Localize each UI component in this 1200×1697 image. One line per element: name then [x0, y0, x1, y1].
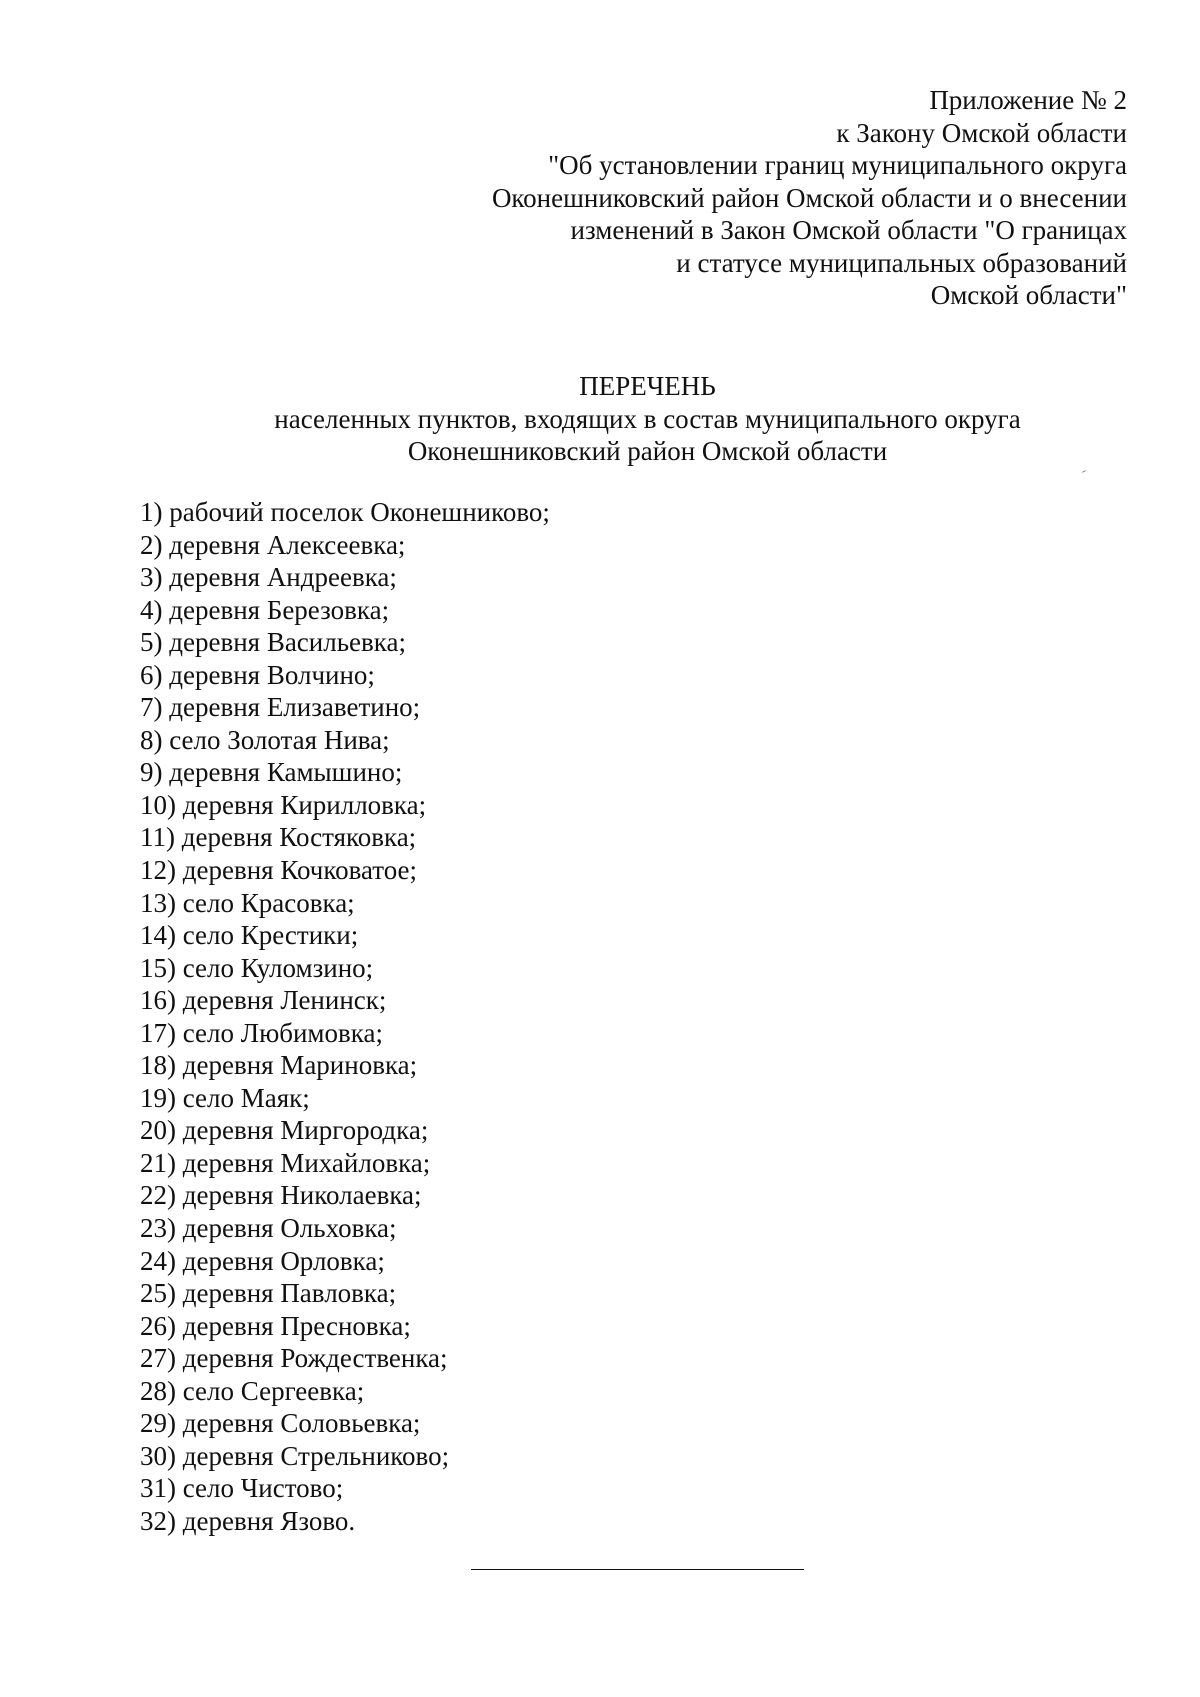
- appendix-header-line: к Закону Омской области: [836, 117, 1127, 148]
- settlement-item: 16) деревня Ленинск;: [140, 985, 387, 1016]
- settlement-item: 30) деревня Стрельниково;: [140, 1440, 450, 1471]
- settlement-item: 32) деревня Язово.: [140, 1505, 356, 1536]
- settlement-list: [140, 496, 550, 1538]
- settlement-item: 15) село Куломзино;: [140, 952, 374, 983]
- settlement-item: 3) деревня Андреевка;: [140, 562, 397, 593]
- settlement-item: 19) село Маяк;: [140, 1082, 310, 1113]
- settlement-item: 20) деревня Миргородка;: [140, 1115, 429, 1146]
- settlement-item: 23) деревня Ольховка;: [140, 1213, 397, 1244]
- appendix-header-line: Приложение № 2: [929, 85, 1127, 115]
- appendix-header-line: "Об установлении границ муниципального округа: [548, 150, 1127, 180]
- settlement-item: 10) деревня Кирилловка;: [140, 789, 427, 820]
- settlement-item: 29) деревня Соловьевка;: [140, 1408, 421, 1439]
- settlement-item: 27) деревня Рождественка;: [140, 1343, 448, 1374]
- settlement-item: 9) деревня Камышино;: [140, 757, 403, 788]
- settlement-item: 6) деревня Волчино;: [140, 659, 375, 690]
- settlement-item: 11) деревня Костяковка;: [140, 822, 417, 853]
- scan-speck: [1082, 470, 1086, 473]
- document-subtitle-line: Оконешниковский район Омской области: [407, 436, 888, 466]
- settlement-item: 12) деревня Кочковатое;: [140, 855, 418, 886]
- settlement-item: 24) деревня Орловка;: [140, 1245, 385, 1276]
- document-heading: ПЕРЕЧЕНЬ: [579, 371, 716, 401]
- settlement-item: 31) село Чистово;: [140, 1473, 344, 1504]
- settlement-item: 2) деревня Алексеевка;: [140, 529, 406, 560]
- settlement-item: 7) деревня Елизаветино;: [140, 692, 421, 723]
- settlement-item: 4) деревня Березовка;: [140, 594, 390, 625]
- end-of-list-rule: [471, 1569, 804, 1570]
- settlement-item: 13) село Красовка;: [140, 887, 355, 918]
- appendix-header-line: Омской области": [930, 280, 1127, 310]
- settlement-item: 14) село Крестики;: [140, 920, 359, 951]
- settlement-item: 18) деревня Мариновка;: [140, 1050, 418, 1081]
- settlement-item: 28) село Сергеевка;: [140, 1375, 365, 1406]
- document-title-block: [0, 370, 1200, 468]
- settlement-item: 5) деревня Васильевка;: [140, 627, 406, 658]
- appendix-header-line: и статусе муниципальных образований: [676, 247, 1127, 278]
- appendix-header-line: Оконешниковский район Омской области и о внесении: [491, 182, 1127, 213]
- appendix-header-line: изменений в Закон Омской области "О границах: [570, 215, 1127, 245]
- settlement-item: 1) рабочий поселок Оконешниково;: [140, 497, 550, 527]
- settlement-item: 25) деревня Павловка;: [140, 1278, 397, 1309]
- settlement-item: 22) деревня Николаевка;: [140, 1180, 422, 1211]
- document-subtitle-line: населенных пунктов, входящих в состав муниципального округа: [274, 403, 1021, 434]
- appendix-header: [492, 84, 1127, 312]
- settlement-item: 8) село Золотая Нива;: [140, 724, 390, 755]
- settlement-item: 21) деревня Михайловка;: [140, 1147, 431, 1178]
- settlement-item: 26) деревня Пресновка;: [140, 1310, 411, 1341]
- settlement-item: 17) село Любимовка;: [140, 1017, 383, 1048]
